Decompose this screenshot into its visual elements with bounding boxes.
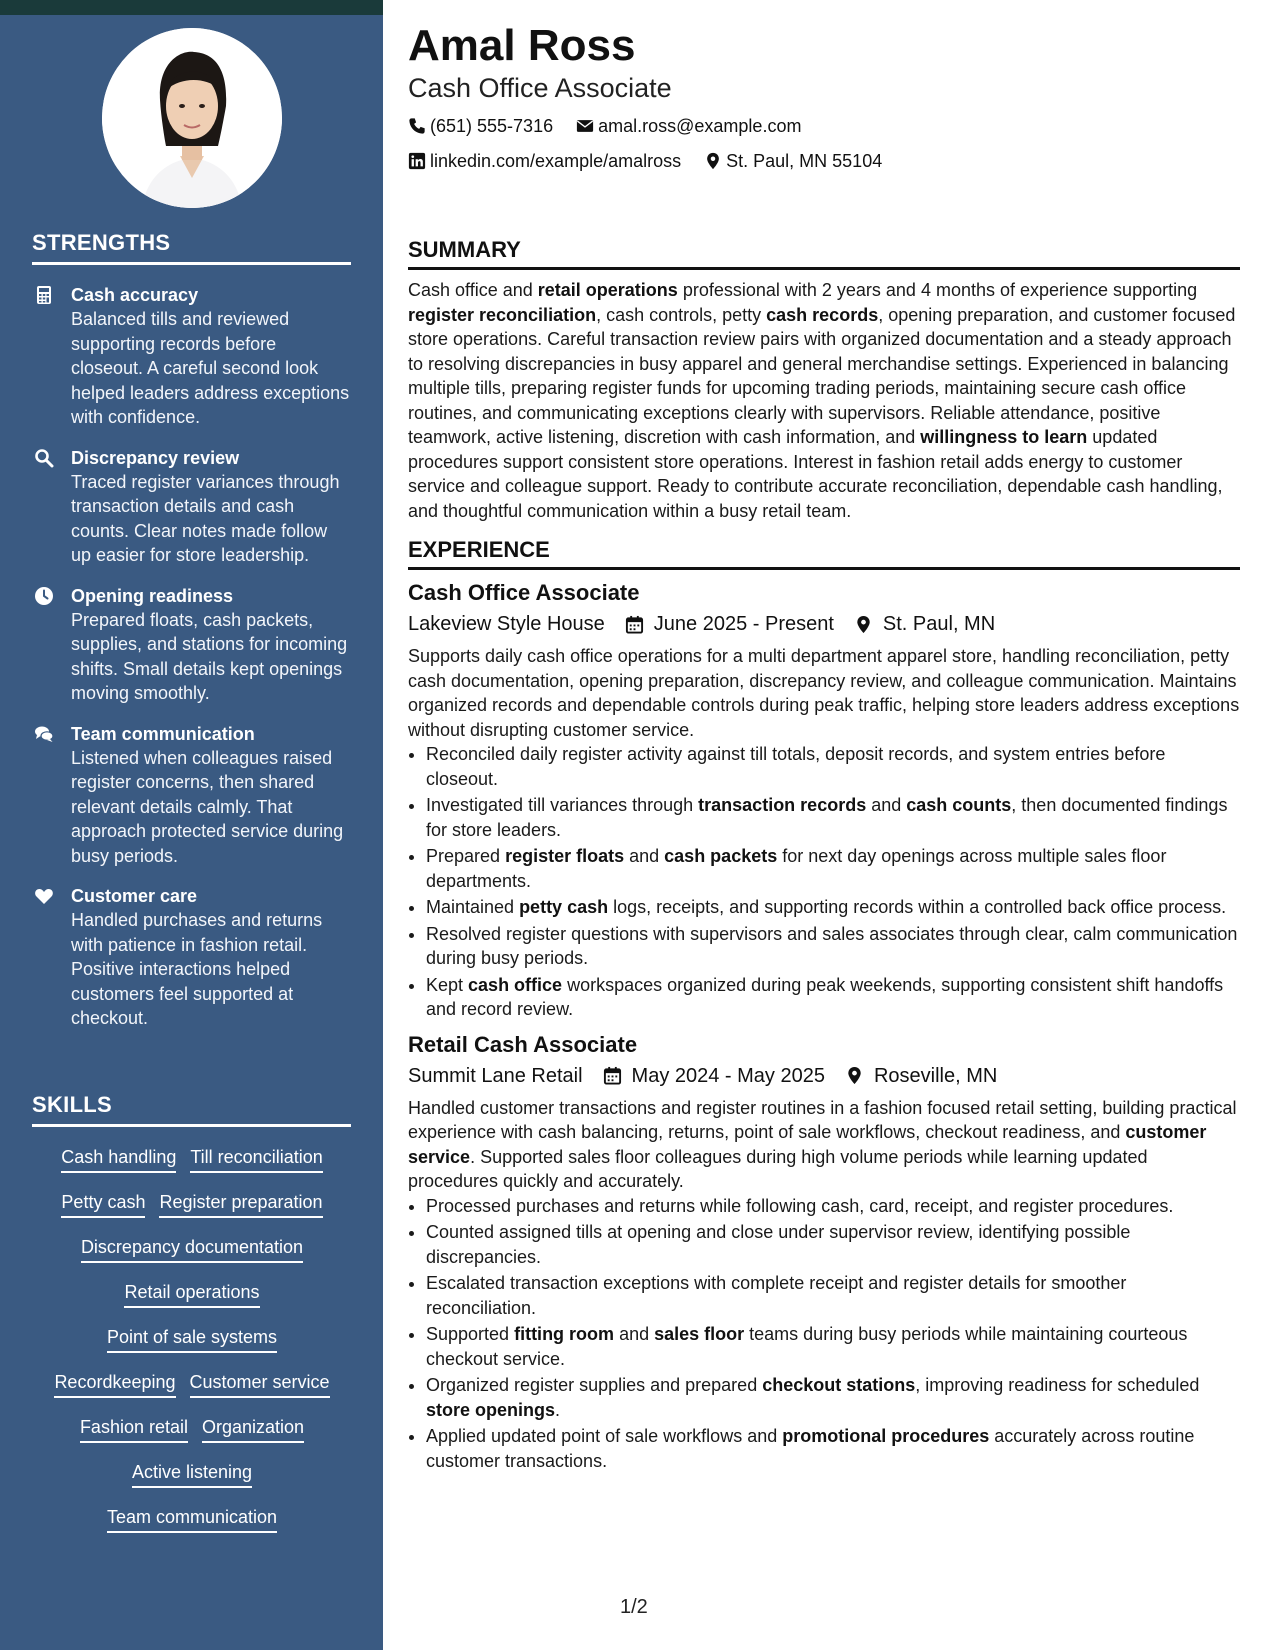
- strength-item: [32, 884, 352, 1031]
- emphasis-text: cash counts: [906, 795, 1012, 815]
- emphasis-text: retail operations: [537, 280, 678, 300]
- emphasis-text: customer service: [408, 1122, 1207, 1167]
- skills-row: [32, 1325, 352, 1370]
- job-dates: June 2025 - Present: [653, 613, 834, 635]
- phone-icon: [408, 117, 426, 135]
- strength-title: Opening readiness: [71, 585, 234, 606]
- summary-section: [408, 237, 1240, 523]
- strength-item: [32, 446, 352, 568]
- candidate-title: Cash Office Associate: [408, 73, 672, 103]
- skills-row: [32, 1370, 352, 1415]
- contact-row: [408, 145, 1240, 180]
- skills-row: [32, 1145, 352, 1190]
- skills-row: [32, 1415, 352, 1460]
- experience-section: [408, 537, 1240, 1473]
- job-bullet: • Organized register supplies and prepared checkout stations, improving readiness for scheduled store openings.: [426, 1373, 1240, 1422]
- job-bullet: • Escalated transaction exceptions with complete receipt and register details for smoother reconciliation.: [426, 1271, 1240, 1320]
- job-bullet: • Investigated till variances through transaction records and cash counts, then documented findings for store leaders.: [426, 793, 1240, 842]
- header-spacer: [408, 180, 1240, 237]
- strengths-heading: STRENGTHS: [32, 230, 351, 265]
- skills-row: [32, 1190, 352, 1235]
- skill-tag: Point of sale systems: [107, 1325, 277, 1353]
- job-bullet: • Applied updated point of sale workflows and promotional procedures accurately across routine customer transactions.: [426, 1424, 1240, 1473]
- contact-linkedin[interactable]: [408, 145, 681, 177]
- strength-description: Traced register variances through transaction details and cash counts. Clear notes made follow up easier for store leadership.: [71, 471, 340, 565]
- contact-row: [408, 110, 1240, 145]
- profile-photo: [102, 28, 282, 208]
- job-description: Supports daily cash office operations for a multi department apparel store, handling reconciliation, petty cash documentation, opening preparation, discrepancy review, and colleague communication. Maintains organized records and dependable controls during peak traffic, helping store leaders address exceptions without disrupting customer service.: [408, 646, 1240, 740]
- emphasis-text: register floats: [505, 846, 625, 866]
- job-bullet: • Counted assigned tills at opening and close under supervisor review, identifying possible discrepancies.: [426, 1220, 1240, 1269]
- strength-title: Discrepancy review: [71, 447, 240, 468]
- search-icon: [34, 448, 54, 468]
- job-meta: [408, 608, 1240, 640]
- emphasis-text: sales floor: [654, 1324, 745, 1344]
- job-bullet: • Resolved register questions with supervisors and sales associates through clear, calm communication during busy periods.: [426, 922, 1240, 971]
- skill-tag: Discrepancy documentation: [81, 1235, 303, 1263]
- emphasis-text: fitting room: [514, 1324, 615, 1344]
- job-description: Handled customer transactions and register routines in a fashion focused retail setting, building practical experience with cash balancing, returns, point of sale workflows, checkout readiness, and customer service. Supported sales floor colleagues during high volume periods while learning updated procedures quickly and accurately.: [408, 1097, 1237, 1191]
- strength-description: Balanced tills and reviewed supporting records before closeout. A careful second look helped leaders address exceptions with confidence.: [71, 309, 350, 427]
- experience-heading: EXPERIENCE: [408, 537, 1240, 570]
- job-bullet: • Supported fitting room and sales floor teams during busy periods while maintaining courteous checkout service.: [426, 1322, 1240, 1371]
- skill-tag: Organization: [202, 1415, 304, 1443]
- map-pin-icon: [854, 615, 873, 634]
- heart-icon: [34, 886, 54, 906]
- job-bullets: [408, 1194, 1240, 1474]
- job-meta: [408, 1060, 1240, 1092]
- strength-description: Prepared floats, cash packets, supplies, and stations for incoming shifts. Small details kept openings moving smoothly.: [71, 609, 348, 703]
- skills-row: [32, 1505, 352, 1550]
- skill-tag: Active listening: [132, 1460, 252, 1488]
- email-address[interactable]: amal.ross@example.com: [598, 116, 802, 136]
- summary-text: Cash office and retail operations professional with 2 years and 4 months of experience supporting register reconciliation, cash controls, petty cash records, opening preparation, and customer focused store operations. Careful transaction review pairs with organized documentation and a steady approach to resolving discrepancies in busy apparel and general merchandise settings. Experienced in balancing multiple tills, preparing register funds for upcoming trading periods, maintaining secure cash office routines, and communicating exceptions clearly with supervisors. Reliable attendance, positive teamwork, active listening, discretion with cash information, and willingness to learn updated procedures support consistent store operations. Interest in fashion retail adds energy to customer service and colleague support. Ready to contribute accurate reconciliation, dependable cash handling, and thoughtful communication within a busy retail team.: [408, 280, 1236, 521]
- skill-tag: Retail operations: [124, 1280, 259, 1308]
- main-content: [408, 20, 1240, 1475]
- skill-tag: Petty cash: [61, 1190, 145, 1218]
- strength-title: Team communication: [71, 723, 255, 744]
- job-title: Retail Cash Associate: [408, 1031, 638, 1057]
- job-title: Cash Office Associate: [408, 580, 640, 605]
- strength-description: Handled purchases and returns with patience in fashion retail. Positive interactions helped customers feel supported at checkout.: [71, 910, 323, 1028]
- map-pin-icon: [704, 152, 722, 170]
- page-number: 1/2: [620, 1596, 648, 1618]
- phone-number: (651) 555-7316: [430, 116, 554, 136]
- job-bullet: • Prepared register floats and cash packets for next day openings across multiple sales floor departments.: [426, 844, 1240, 893]
- job-location: St. Paul, MN: [882, 613, 996, 635]
- emphasis-text: petty cash: [519, 897, 609, 917]
- skill-tag: Till reconciliation: [190, 1145, 322, 1173]
- contact-email[interactable]: [576, 110, 801, 142]
- job-bullet: • Maintained petty cash logs, receipts, and supporting records within a controlled back office process.: [426, 895, 1240, 920]
- strengths-list: [32, 283, 352, 1047]
- calendar-icon: [625, 615, 644, 634]
- envelope-icon: [576, 117, 594, 135]
- comments-icon: [34, 724, 54, 744]
- top-accent-bar: [0, 0, 383, 15]
- job-bullet: • Kept cash office workspaces organized during peak weekends, supporting consistent shift handoffs and record review.: [426, 973, 1240, 1022]
- emphasis-text: checkout stations: [762, 1375, 916, 1395]
- job-location: Roseville, MN: [873, 1064, 998, 1087]
- calculator-icon: [34, 285, 54, 305]
- job-entry: [408, 1030, 1240, 1474]
- calendar-icon: [603, 1066, 622, 1085]
- skill-tag: Recordkeeping: [54, 1370, 175, 1398]
- strength-item: [32, 283, 352, 430]
- skills-row: [32, 1280, 352, 1325]
- job-bullet: • Reconciled daily register activity against till totals, deposit records, and system entries before closeout.: [426, 742, 1240, 791]
- strength-item: [32, 722, 352, 869]
- map-pin-icon: [845, 1066, 864, 1085]
- emphasis-text: promotional procedures: [782, 1426, 990, 1446]
- emphasis-text: willingness to learn: [920, 427, 1088, 447]
- job-company: Summit Lane Retail: [408, 1064, 583, 1087]
- contact-phone: [408, 110, 553, 142]
- strength-title: Cash accuracy: [71, 285, 199, 305]
- skills-list: [32, 1145, 352, 1550]
- clock-icon: [34, 586, 54, 606]
- job-bullets: [408, 742, 1240, 1022]
- emphasis-text: transaction records: [698, 795, 867, 815]
- job-entry: [408, 578, 1240, 1022]
- contact-location: [704, 145, 882, 177]
- job-dates: May 2024 - May 2025: [631, 1064, 825, 1087]
- emphasis-text: cash records: [766, 304, 879, 325]
- skills-row: [32, 1460, 352, 1505]
- strength-description: Listened when colleagues raised register concerns, then shared relevant details calmly. That approach protected service during busy periods.: [71, 747, 344, 866]
- skill-tag: Cash handling: [61, 1145, 176, 1173]
- location-text: St. Paul, MN 55104: [726, 151, 883, 171]
- job-bullet: • Processed purchases and returns while following cash, card, receipt, and register procedures.: [426, 1194, 1240, 1219]
- emphasis-text: cash office: [468, 974, 563, 995]
- skills-heading: SKILLS: [32, 1092, 351, 1127]
- sidebar: [0, 15, 383, 1650]
- emphasis-text: register reconciliation: [408, 304, 597, 325]
- skill-tag: Customer service: [190, 1370, 330, 1398]
- linkedin-icon: [408, 152, 426, 170]
- emphasis-text: cash packets: [664, 846, 778, 866]
- skill-tag: Team communication: [107, 1505, 277, 1533]
- candidate-name: Amal Ross: [408, 21, 636, 70]
- emphasis-text: store openings: [426, 1399, 556, 1420]
- strength-title: Customer care: [71, 886, 198, 906]
- job-company: Lakeview Style House: [408, 613, 605, 635]
- skill-tag: Fashion retail: [80, 1415, 188, 1443]
- skills-row: [32, 1235, 352, 1280]
- summary-heading: SUMMARY: [408, 237, 1240, 270]
- linkedin-url[interactable]: linkedin.com/example/amalross: [430, 151, 682, 171]
- skill-tag: Register preparation: [159, 1190, 322, 1218]
- strength-item: [32, 584, 352, 706]
